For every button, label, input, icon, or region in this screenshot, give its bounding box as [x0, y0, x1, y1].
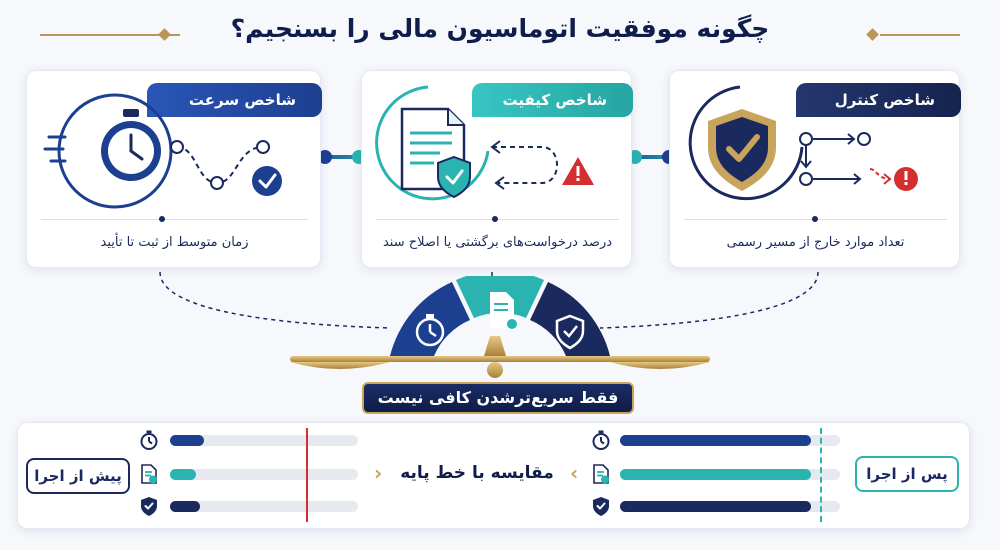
- shield-check-icon: [680, 81, 810, 211]
- balance-gauge: [280, 276, 720, 386]
- after-label: پس از اجرا: [855, 456, 959, 492]
- card-control-description: تعداد موارد خارج از مسیر رسمی: [726, 235, 905, 250]
- document-shield-icon: [368, 81, 498, 211]
- after-bar-speed: [620, 435, 840, 446]
- before-bar-quality: [170, 469, 358, 480]
- after-bar-fill-quality: [620, 469, 811, 480]
- card-speed-title: شاخص سرعت: [147, 83, 322, 117]
- card-control: [669, 70, 960, 268]
- document-check-icon: [138, 463, 160, 489]
- card-control-title: شاخص کنترل: [796, 83, 961, 117]
- before-baseline-marker: [306, 428, 308, 522]
- card-speed: [26, 70, 321, 268]
- revision-loop-icon: [486, 131, 596, 201]
- after-bar-control: [620, 501, 840, 512]
- card-speed-separator: [41, 219, 308, 220]
- after-bar-fill-speed: [620, 435, 811, 446]
- stopwatch-icon: [43, 79, 173, 209]
- before-bar-speed: [170, 435, 358, 446]
- chevron-right-icon: ›: [570, 461, 579, 485]
- card-speed-description: زمان متوسط از ثبت تا تأیید: [100, 235, 249, 250]
- page-title: چگونه موفقیت اتوماسیون مالی را بسنجیم؟: [230, 14, 770, 43]
- process-deviation-icon: [794, 127, 944, 207]
- card-quality-description: درصد درخواست‌های برگشتی یا اصلاح سند: [382, 235, 613, 250]
- comparison-label: مقایسه با خط پایه: [400, 463, 554, 483]
- before-bar-fill-quality: [170, 469, 196, 480]
- shield-check-icon: [138, 495, 160, 521]
- stopwatch-icon: [590, 429, 612, 455]
- before-bar-fill-speed: [170, 435, 204, 446]
- card-quality: [361, 70, 632, 268]
- before-label: پیش از اجرا: [26, 458, 130, 494]
- stopwatch-icon: [138, 429, 160, 455]
- card-speed-dot: [159, 216, 165, 222]
- after-bar-fill-control: [620, 501, 811, 512]
- scale-banner: فقط سریع‌ترشدن کافی نیست: [362, 382, 634, 414]
- path-progress-icon: [167, 133, 307, 203]
- card-control-dot: [812, 216, 818, 222]
- document-check-icon: [590, 463, 612, 489]
- shield-check-icon: [590, 495, 612, 521]
- after-target-marker: [820, 428, 822, 522]
- before-bar-fill-control: [170, 501, 200, 512]
- card-quality-title: شاخص کیفیت: [472, 83, 633, 117]
- title-deco-line-right: [880, 34, 960, 36]
- after-bar-quality: [620, 469, 840, 480]
- before-bar-control: [170, 501, 358, 512]
- chevron-left-icon: ‹: [374, 461, 383, 485]
- card-quality-dot: [492, 216, 498, 222]
